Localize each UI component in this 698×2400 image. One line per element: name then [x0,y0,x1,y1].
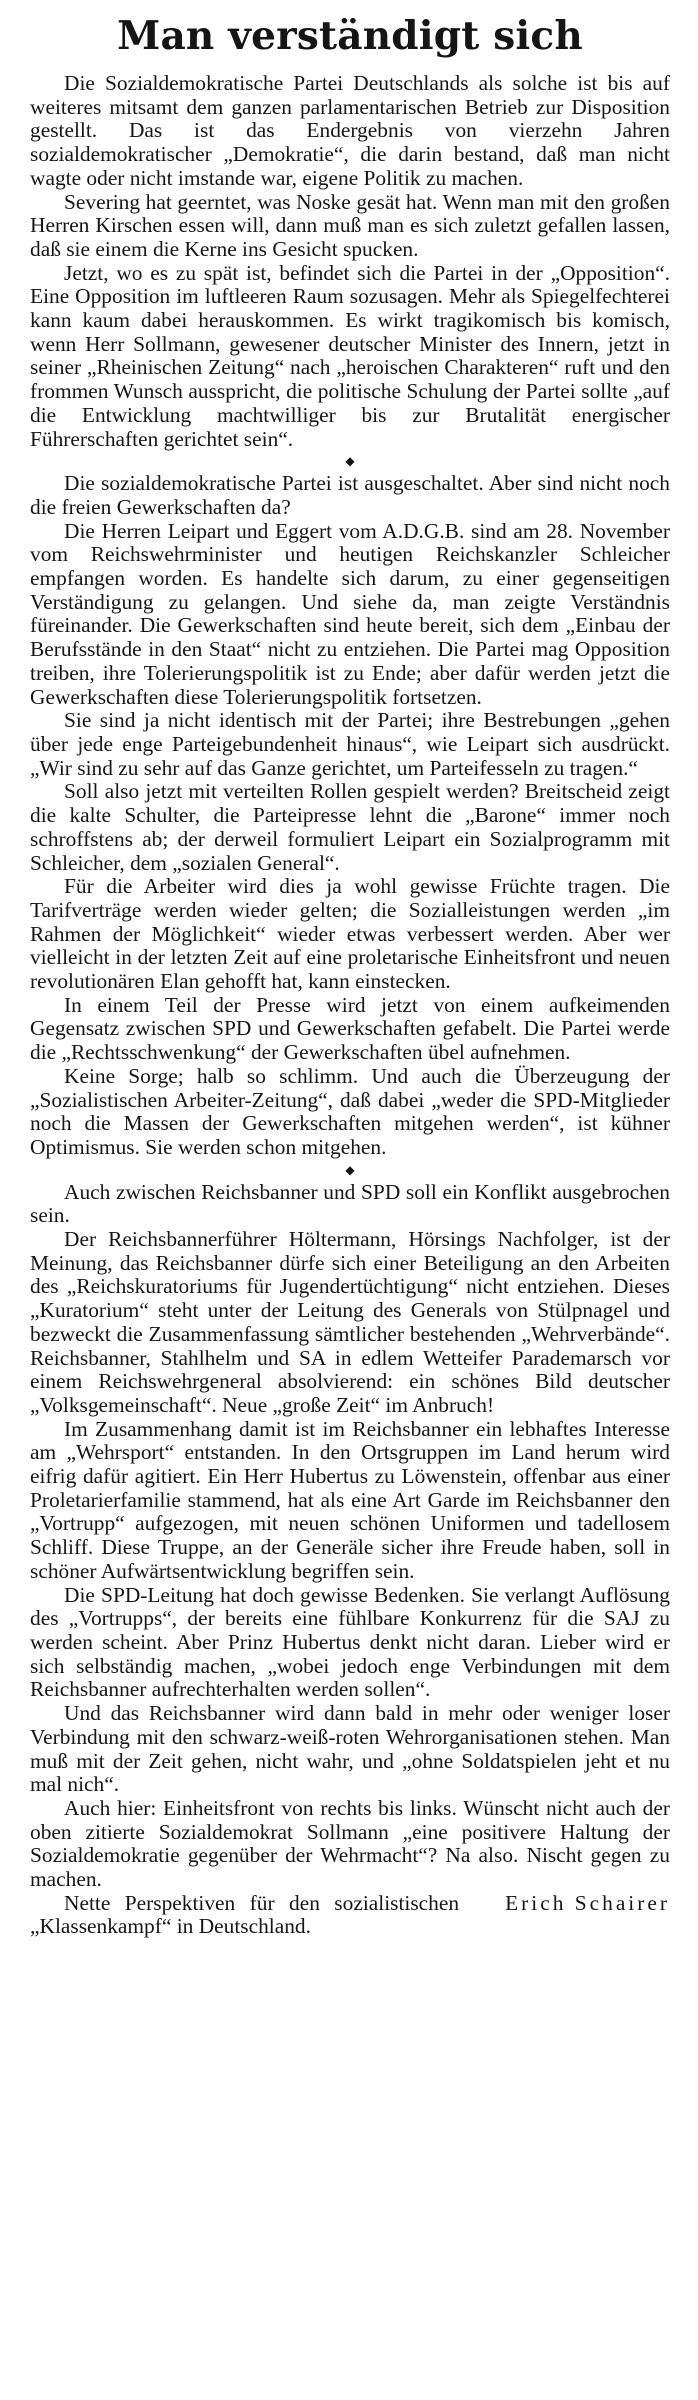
paragraph: Für die Arbeiter wird dies ja wohl gewisse Früchte tragen. Die Tarifverträge werden wieder gelten; die Sozialleistungen werden „im Rahmen der Möglichkeit“ wieder etwas verbessert werden. Aber wer vielleicht in der letzten Zeit auf eine proletarische Einheitsfront und neuen revolutionären Elan gehofft hat, kann einstecken. [30,874,670,994]
section-separator: ◆ [345,454,355,469]
paragraph: Jetzt, wo es zu spät ist, befindet sich die Partei in der „Opposition“. Eine Opposition im luftleeren Raum sozusagen. Mehr als Spiegelfechterei kann kaum dabei herauskommen. Es wirkt tragikomisch bis komisch, wenn Herr Sollmann, gewesener deutscher Minister des Innern, jetzt in seiner „Rheinischen Zeitung“ nach „heroischen Charakteren“ ruft und den frommen Wunsch ausspricht, die politische Schulung der Partei sollte „auf die Entwicklung machtwilliger bis zur Brutalität energischer Führerschaften gerichtet sein“. [30,260,670,451]
paragraph: Die Sozialdemokratische Partei Deutschlands als solche ist bis auf weiteres mitsamt dem ganzen parlamentarischen Betrieb zur Disposition gestellt. Das ist das Endergebnis von vierzehn Jahren sozialdemokratischer „Demokratie“, die darin bestand, daß man nicht wagte oder nicht imstande war, eigene Politik zu machen. [30,71,670,190]
closing-text: Nette Perspektiven für den sozialistischen „Klassenkampf“ in Deutschland. [30,1891,460,1939]
paragraph: Auch hier: Einheitsfront von rechts bis links. Wünscht nicht auch der oben zitierte Sozialdemokrat Sollmann „eine positivere Haltung der Sozialdemokratie gegenüber der Wehrmacht“? Na also. Nischt gegen zu machen. [30,1795,670,1892]
paragraph: Und das Reichsbanner wird dann bald in mehr oder weniger loser Verbindung mit den schwarz-weiß-roten Wehrorganisationen stehen. Man muß mit der Zeit gehen, nicht wahr, und „ohne Soldatspielen jeht et nu mal nich“. [30,1701,670,1797]
paragraph: Sie sind ja nicht identisch mit der Partei; ihre Bestrebungen „gehen über jede enge Parteigebundenheit hinaus“, wie Leipart sich ausdrückt. „Wir sind zu sehr auf das Ganze gerichtet, um Parteifesseln zu tragen.“ [30,708,670,780]
paragraph: Im Zusammenhang damit ist im Reichsbanner ein lebhaftes Interesse am „Wehrsport“ entstanden. In den Ortsgruppen im Land herum wird eifrig dafür agitiert. Ein Herr Hubertus zu Löwenstein, offenbar aus einer Proletarierfamilie stammend, hat als eine Art Garde im Reichsbanner den „Vortrupp“ aufgezogen, mit neuen schönen Uniformen und tadellosem Schliff. Diese Truppe, an der Generäle sicher ihre Freude haben, soll in schöner Aufwärtsentwicklung begriffen sein. [30,1416,670,1583]
paragraph: Die sozialdemokratische Partei ist ausgeschaltet. Aber sind nicht noch die freien Gewerkschaften da? [30,471,670,519]
author-signature: Erich Schairer [505,1891,670,1915]
section-separator: ◆ [345,1162,355,1177]
paragraph: Auch zwischen Reichsbanner und SPD soll ein Konflikt ausgebrochen sein. [30,1179,670,1228]
paragraph: In einem Teil der Presse wird jetzt von einem aufkeimenden Gegensatz zwischen SPD und Gewerkschaften gefabelt. Die Partei werde die „Rechtsschwenkung“ der Gewerkschaften übel aufnehmen. [30,992,670,1065]
article [30,12,670,1939]
paragraph: Der Reichsbannerführer Höltermann, Hörsings Nachfolger, ist der Meinung, das Reichsbanner dürfe sich einer Beteiligung an den Arbeiten des „Reichskuratoriums für Jugendertüchtigung“ nicht entziehen. Dieses „Kuratorium“ steht unter der Leitung des Generals von Stülpnagel und bezweckt die Zusammenfassung sämtlicher bestehenden „Wehrverbände“. Reichsbanner, Stahlhelm und SA in edlem Wetteifer Parademarsch vor einem Reichswehrgeneral absolvierend: ein schönes Bild deutscher „Volksgemeinschaft“. Neue „große Zeit“ im Anbruch! [30,1227,670,1417]
paragraph: Severing hat geerntet, was Noske gesät hat. Wenn man mit den großen Herren Kirschen essen will, dann muß man es sich zuletzt gefallen lassen, daß sie einem die Kerne ins Gesicht spucken. [30,189,670,261]
closing-paragraph [30,1892,670,1939]
article-body [30,72,670,1939]
paragraph: Soll also jetzt mit verteilten Rollen gespielt werden? Breitscheid zeigt die kalte Schulter, die Parteipresse lehnt die „Barone“ immer noch schroffstens ab; der derweil formuliert Leipart ein Sozialprogramm mit Schleicher, dem „sozialen General“. [30,779,670,875]
paragraph: Die SPD-Leitung hat doch gewisse Bedenken. Sie verlangt Auflösung des „Vortrupps“, der bereits eine fühlbare Konkurrenz für die SAJ zu werden scheint. Aber Prinz Hubertus denkt nicht daran. Lieber wird er sich selbständig machen, „wobei jedoch enge Verbindungen mit dem Reichsbanner aufrechterhalten werden sollen“. [30,1582,670,1702]
paragraph: Keine Sorge; halb so schlimm. Und auch die Überzeugung der „Sozialistischen Arbeiter-Zeitung“, daß dabei „weder die SPD-Mitglieder noch die Massen der Gewerkschaften mitgehen werden“, ist kühner Optimismus. Sie werden schon mitgehen. [30,1063,670,1159]
paragraph: Die Herren Leipart und Eggert vom A.D.G.B. sind am 28. November vom Reichswehrminister und heutigen Reichskanzler Schleicher empfangen worden. Es handelte sich darum, zu einer gegenseitigen Verständigung zu gelangen. Und siehe da, man zeigte Verständnis füreinander. Die Gewerkschaften sind heute bereit, sich dem „Einbau der Berufsstände in den Staat“ nicht zu entziehen. Die Partei mag Opposition treiben, ihre Tolerierungspolitik ist zu Ende; aber dafür werden jetzt die Gewerkschaften diese Tolerierungspolitik fortsetzen. [30,518,670,709]
article-title: Man verständigt sich [117,13,583,59]
